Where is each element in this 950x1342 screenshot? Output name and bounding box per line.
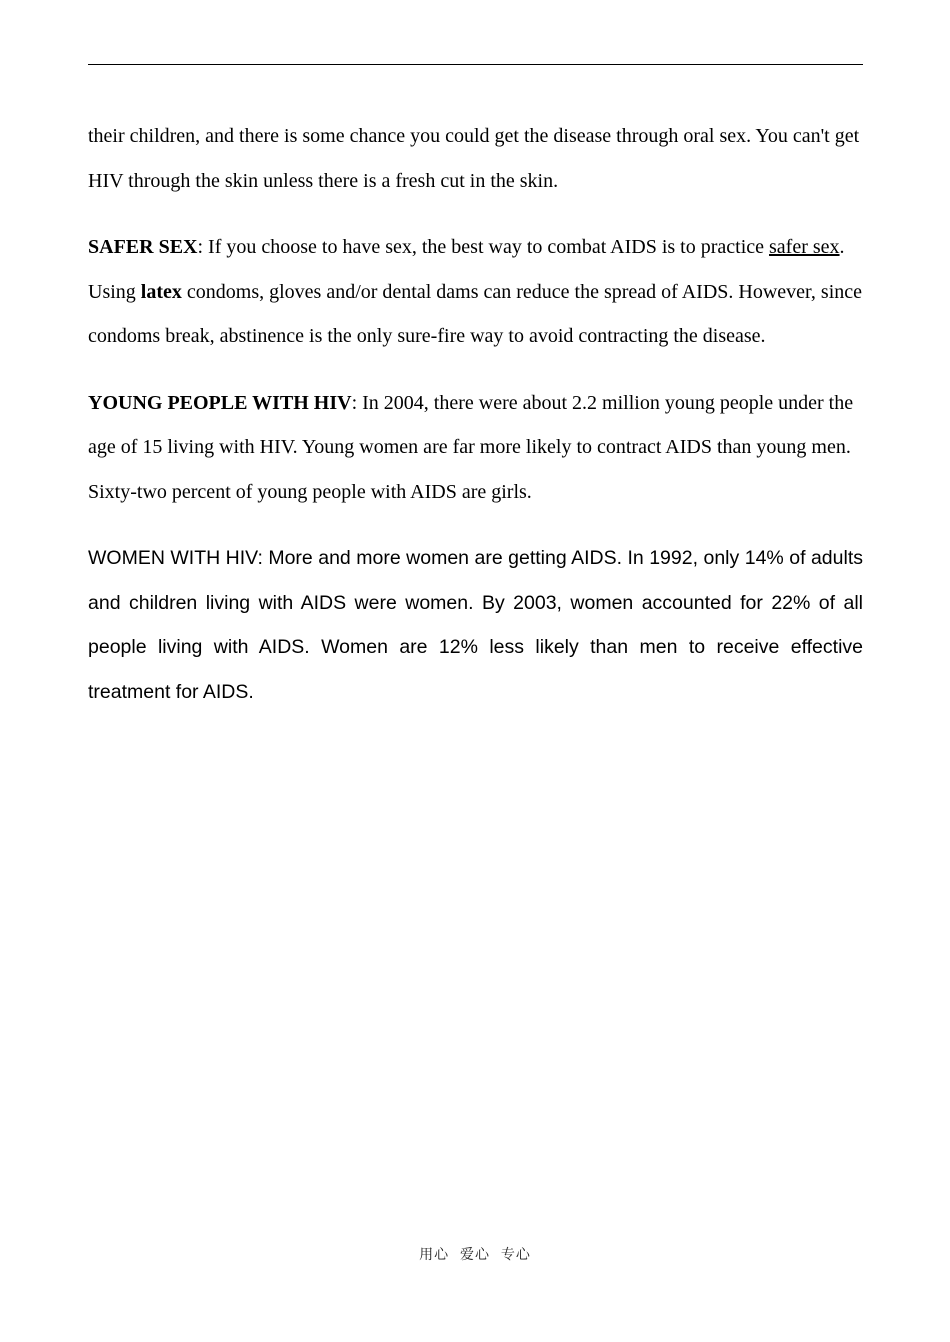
paragraph-safer-sex (88, 225, 863, 359)
section-heading-safer-sex: SAFER SEX (88, 236, 198, 258)
paragraph-women (88, 536, 863, 714)
paragraph-text: . Using (88, 236, 845, 303)
page-footer: 用心 爱心 专心 (419, 1247, 531, 1263)
document-body (88, 114, 863, 736)
paragraph-transmission (88, 114, 863, 203)
paragraph-text: their children, and there is some chance you could get the disease through oral sex. You can't get HIV through the skin unless there is a fresh cut in the skin. (88, 125, 860, 192)
header-rule (88, 64, 863, 65)
paragraph-young-people (88, 381, 863, 515)
section-heading-young-people: YOUNG PEOPLE WITH HIV (88, 391, 352, 414)
paragraph-text: : More and more women are getting AIDS. In 1992, only 14% of adults and children living with AIDS were women. By 2003, women accounted for 22% of all people living with AIDS. Women are 12% less likely than men to receive effective treatment for AIDS. (88, 547, 864, 703)
paragraph-text: : In 2004, there were about 2.2 million young people under the age of 15 living with HIV. Young women are far more likely to contract AIDS than young men. Sixty-two percent of young people with AIDS are girls. (88, 391, 854, 503)
safer-sex-link[interactable]: safer sex (769, 236, 840, 258)
paragraph-text: : If you choose to have sex, the best way to combat AIDS is to practice (197, 236, 770, 258)
section-heading-women: WOMEN WITH HIV (88, 547, 258, 569)
bold-term-latex: latex (140, 280, 182, 303)
paragraph-text: condoms, gloves and/or dental dams can reduce the spread of AIDS. However, since condoms break, abstinence is the only sure-fire way to avoid contracting the disease. (88, 280, 862, 347)
